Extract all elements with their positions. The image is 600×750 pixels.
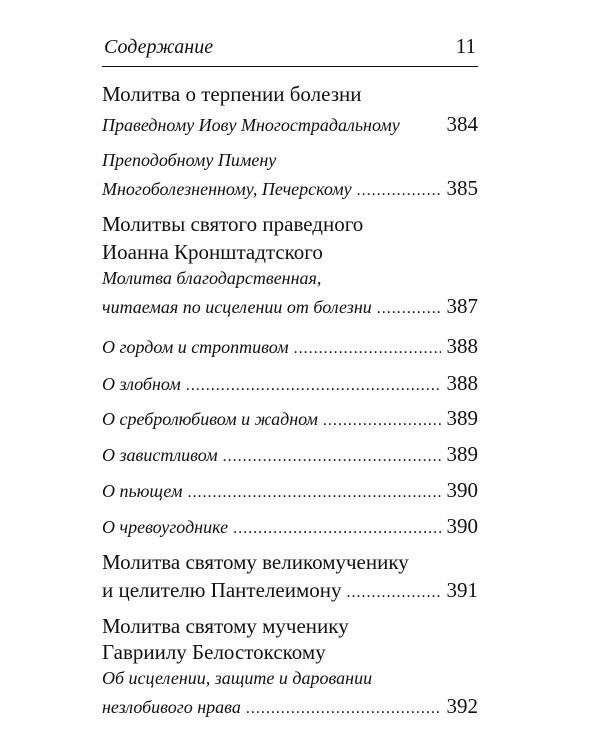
toc-page-number: 384 bbox=[446, 112, 478, 136]
toc-entry bbox=[102, 478, 478, 506]
leader-dots bbox=[187, 484, 440, 502]
toc-page-number: 392 bbox=[446, 694, 478, 718]
toc-entry-title: читаемая по исцелении от болезни bbox=[102, 297, 372, 317]
toc-entry bbox=[102, 371, 478, 399]
leader-dots bbox=[246, 700, 441, 718]
page-header bbox=[102, 30, 478, 67]
toc-page-number: 389 bbox=[446, 406, 478, 430]
toc-page-number: 389 bbox=[446, 442, 478, 466]
leader-dots bbox=[186, 377, 441, 395]
toc-heading: Гавриилу Белостокскому bbox=[102, 640, 326, 664]
toc-entry-title: О пьющем bbox=[102, 481, 183, 501]
leader-dots bbox=[223, 448, 441, 466]
toc-entry bbox=[102, 334, 478, 362]
toc-heading: Молитва о терпении болезни bbox=[102, 82, 362, 106]
toc-entry bbox=[102, 176, 478, 204]
toc-heading: Молитва святому мученику bbox=[102, 614, 349, 638]
toc-entry bbox=[102, 112, 478, 140]
leader-dots bbox=[323, 412, 441, 430]
toc-entry-line: Об исцелении, защите и даровании bbox=[102, 668, 373, 688]
toc-entry bbox=[102, 694, 478, 722]
toc-entry bbox=[102, 294, 478, 322]
toc-page-number: 388 bbox=[446, 334, 478, 358]
toc-entry-title: Праведному Иову Многострадальному bbox=[102, 115, 400, 135]
toc-entry-title: О чревоугоднике bbox=[102, 517, 229, 537]
leader-dots bbox=[233, 520, 440, 538]
toc-entry bbox=[102, 514, 478, 542]
toc-page-number: 391 bbox=[446, 578, 478, 602]
toc-entry bbox=[102, 442, 478, 470]
toc-heading: Иоанна Кронштадтского bbox=[102, 240, 323, 264]
toc-page-number: 387 bbox=[446, 294, 478, 318]
leader-dots bbox=[377, 300, 441, 318]
toc-page-number: 390 bbox=[446, 514, 478, 538]
toc-entry-title: и целителю Пантелеимону bbox=[102, 578, 342, 602]
toc-entry bbox=[102, 578, 478, 606]
running-title: Содержание bbox=[104, 36, 214, 58]
leader-dots bbox=[294, 340, 441, 358]
toc-page-number: 385 bbox=[446, 176, 478, 200]
toc-entry-line: Молитва благодарственная, bbox=[102, 268, 322, 288]
page-number: 11 bbox=[455, 34, 476, 58]
toc-heading: Молитвы святого праведного bbox=[102, 212, 364, 236]
toc-entry-title: О сребролюбивом и жадном bbox=[102, 409, 318, 429]
toc-entry-title: О гордом и строптивом bbox=[102, 337, 289, 357]
leader-dots bbox=[346, 584, 440, 602]
toc-entry-title: О злобном bbox=[102, 374, 181, 394]
toc-entry-title: незлобивого нрава bbox=[102, 697, 241, 717]
toc-entry-title: Многоболезненному, Печерскому bbox=[102, 179, 352, 199]
leader-dots bbox=[357, 182, 441, 200]
toc-page-number: 390 bbox=[446, 478, 478, 502]
toc-entry bbox=[102, 406, 478, 434]
toc-entry-title: О завистливом bbox=[102, 445, 218, 465]
toc-page-number: 388 bbox=[446, 371, 478, 395]
toc-heading: Молитва святому великомученику bbox=[102, 550, 409, 574]
toc-entry-line: Преподобному Пимену bbox=[102, 150, 277, 170]
